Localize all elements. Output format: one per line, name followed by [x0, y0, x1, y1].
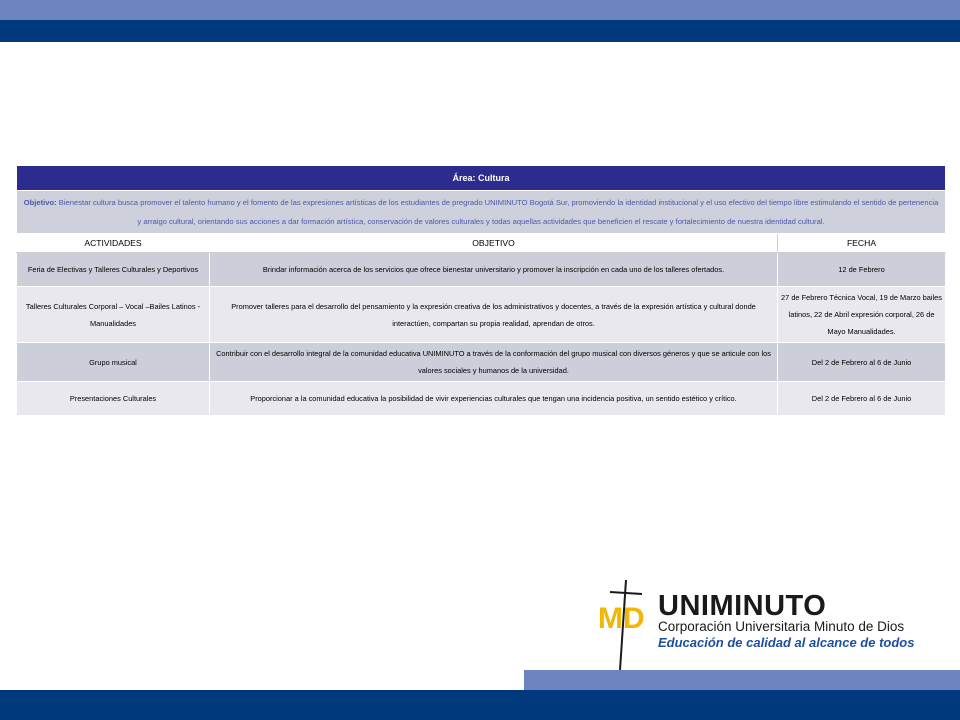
- cell-actividad: Presentaciones Culturales: [17, 382, 210, 416]
- bottom-band-light: [524, 670, 960, 690]
- objective-label: Objetivo:: [23, 198, 57, 207]
- area-title: Área: Cultura: [17, 166, 946, 191]
- culture-table-container: [16, 165, 945, 416]
- logo-subtitle: Corporación Universitaria Minuto de Dios: [658, 619, 905, 634]
- table-row: [17, 382, 946, 416]
- header-actividades: ACTIVIDADES: [17, 234, 210, 253]
- cell-objetivo: Proporcionar a la comunidad educativa la posibilidad de vivir experiencias culturales que tengan una incidencia positiva, un sentido estético y crítico.: [210, 382, 778, 416]
- top-band-dark: [0, 20, 960, 42]
- cell-fecha: Del 2 de Febrero al 6 de Junio: [778, 382, 946, 416]
- cell-fecha: Del 2 de Febrero al 6 de Junio: [778, 343, 946, 382]
- table-row: [17, 287, 946, 343]
- bottom-band-dark: [0, 690, 960, 720]
- culture-activities-table: [16, 165, 946, 416]
- logo-wordmark: UNIMINUTO: [658, 590, 827, 622]
- header-objetivo: OBJETIVO: [210, 234, 778, 253]
- table-row: [17, 253, 946, 287]
- cell-fecha: 12 de Febrero: [778, 253, 946, 287]
- logo-tagline: Educación de calidad al alcance de todos: [658, 635, 915, 650]
- cell-actividad: Grupo musical: [17, 343, 210, 382]
- cell-objetivo: Brindar información acerca de los servicios que ofrece bienestar universitario y promover la inscripción en cada uno de los talleres ofertados.: [210, 253, 778, 287]
- header-fecha: FECHA: [778, 234, 946, 253]
- uniminuto-logo: [596, 578, 926, 670]
- top-band-light: [0, 0, 960, 20]
- cell-objetivo: Contribuir con el desarrollo integral de la comunidad educativa UNIMINUTO a través de la conformación del grupo musical con diversos géneros y que se articule con los valores sociales y humanos de la universidad.: [210, 343, 778, 382]
- cell-actividad: Feria de Electivas y Talleres Culturales y Deportivos: [17, 253, 210, 287]
- general-objective: [17, 191, 946, 234]
- uniminuto-mark-icon: [596, 578, 658, 670]
- logo-mark-letters: MD: [598, 602, 645, 635]
- cell-actividad: Talleres Culturales Corporal – Vocal –Bailes Latinos - Manualidades: [17, 287, 210, 343]
- cell-fecha: 27 de Febrero Técnica Vocal, 19 de Marzo bailes latinos, 22 de Abril expresión corporal, 26 de Mayo Manualidades.: [778, 287, 946, 343]
- objective-text: Bienestar cultura busca promover el talento humano y el fomento de las expresiones artísticas de los estudiantes de pregrado UNIMINUTO Bogotá Sur, promoviendo la identidad institucional y el uso efectivo del tiempo libre estimulando el sentido de pertenencia y arraigo cultural, orientando sus acciones a dar formación artística, conservación de valores culturales y todas aquellas actividades que beneficien el rescate y fortalecimiento de nuestra identidad cultural.: [58, 198, 939, 226]
- cell-objetivo: Promover talleres para el desarrollo del pensamiento y la expresión creativa de los administrativos y docentes, a través de la expresión artística y cultural donde interactúen, compartan su propia realidad, aprendan de otros.: [210, 287, 778, 343]
- table-row: [17, 343, 946, 382]
